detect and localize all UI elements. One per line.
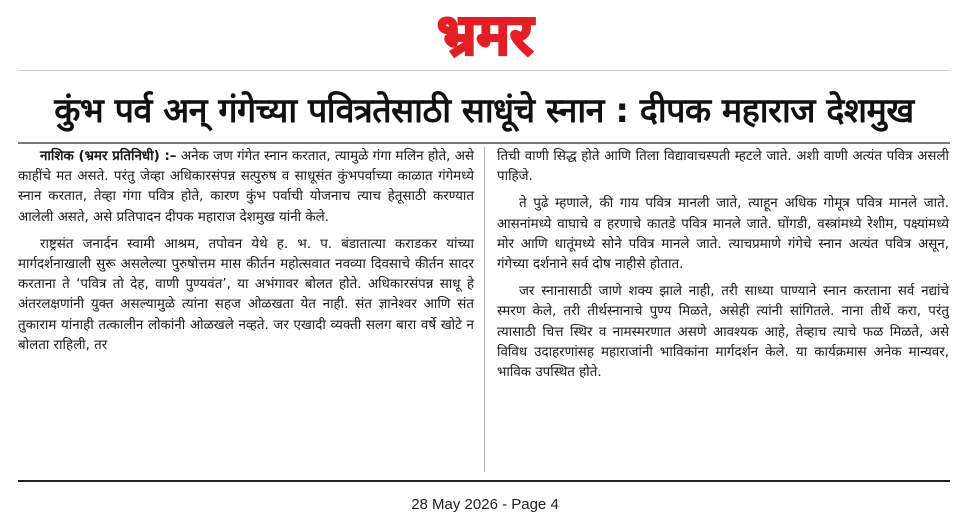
- footer-divider: [18, 480, 950, 482]
- headline-divider: [18, 142, 950, 144]
- page-info: 28 May 2026 - Page 4: [411, 496, 559, 513]
- article-paragraph: जर स्नानासाठी जाणे शक्य झाले नाही, तरी साध्या पाण्याने स्नान करताना सर्व नद्यांचे स्मरण केले, तरी तीर्थस्नानाचे पुण्य मिळते, असेही त्यांनी सांगितले. नाना तीर्थे करा, परंतु त्यासाठी चित्त स्थिर व नामस्मरणात असणे आवश्यक आहे, तेव्हाच त्याचे फळ मिळते, असे विविध उदाहरणांसह महाराजांनी भाविकांना मार्गदर्शन केले. या कार्यक्रमास अनेक मान्यवर, भाविक उपस्थित होते.: [497, 284, 949, 381]
- headline: कुंभ पर्व अन् गंगेच्या पवित्रतेसाठी साधूंचे स्नान : दीपक महाराज देशमुख: [54, 91, 914, 131]
- masthead-divider: [18, 70, 950, 71]
- article-paragraph-continued: तिची वाणी सिद्ध होते आणि तिला विद्यावाचस्पती म्हटले जाते. अशी वाणी अत्यंत पवित्र असली पाहिजे.: [497, 149, 949, 185]
- newspaper-logo-text: भ्रमर: [437, 4, 533, 66]
- article-paragraph: राष्ट्रसंत जनार्दन स्वामी आश्रम, तपोवन येथे ह. भ. प. बंडातात्या कराडकर यांच्या मार्गदर्शनाखाली सुरू असलेल्या पुरुषोत्तम मास कीर्तन महोत्सवात नवव्या दिवसाचे कीर्तन सादर करताना ते ‘पवित्र तो देह, वाणी पुण्यवंत’, या अभंगावर बोलत होते. अधिकारसंपन्न साधू हे अंतरलक्षणांनी युक्त असल्यामुळे त्यांना सहज ओळखता येत नाही. संत ज्ञानेश्वर आणि संत तुकाराम यांनाही तत्कालीन लोकांनी ओळखले नव्हते. जर एखादी व्यक्ती सलग बारा वर्षे खोटे न बोलता राहिली, तर: [18, 236, 474, 353]
- article-column-left: [18, 147, 474, 363]
- masthead: [0, 0, 970, 70]
- article-column-right: [497, 147, 949, 390]
- article-paragraph: ते पुढे म्हणाले, की गाय पवित्र मानली जाते, त्याहून अधिक गोमूत्र पवित्र मानले जाते. आसनांमध्ये वाघाचे व हरणाचे कातडे पवित्र मानले जाते. घोंगडी, वस्त्रांमध्ये रेशीम, पक्ष्यांमध्ये मोर आणि धातूंमध्ये सोने पवित्र मानले जाते. त्याचप्रमाणे गंगेचे स्नान अत्यंत पवित्र असून, गंगेच्या दर्शनाने सर्व दोष नाहीसे होतात.: [497, 196, 949, 273]
- dateline: नाशिक (भ्रमर प्रतिनिधी) :–: [40, 149, 177, 164]
- article-paragraph: [18, 147, 474, 228]
- column-divider: [484, 147, 485, 472]
- newspaper-logo: [385, 4, 585, 66]
- paragraph-text: अनेक जण गंगेत स्नान करतात, त्यामुळे गंगा मलिन होते, असे काहींचे मत असते. परंतु जेव्हा अधिकारसंपन्न सत्पुरुष व साधूसंत कुंभपर्वाच्या काळात गंगेमध्ये स्नान करतात, तेव्हा गंगा पवित्र होते, कारण कुंभ पर्वाची योजनाच त्याच हेतूसाठी करण्यात आलेली असते, असे प्रतिपादन दीपक महाराज देशमुख यांनी केले.: [18, 149, 474, 225]
